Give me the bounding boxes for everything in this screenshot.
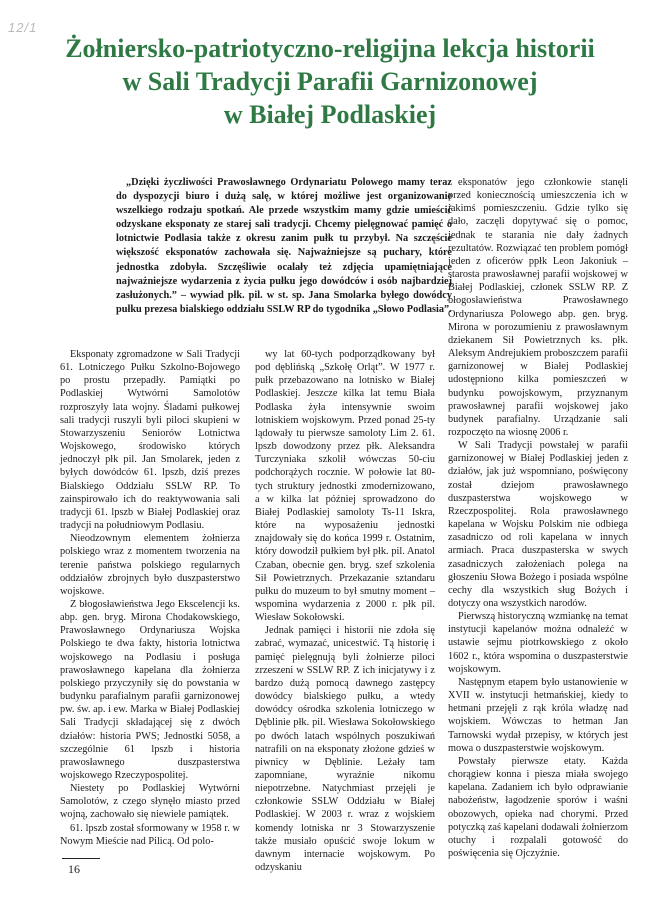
paragraph: Z błogosławieństwa Jego Ekscelencji ks. abp. gen. bryg. Mirona Chodakowskiego, Prawosławnego Ordynariusza Wojska Polskiego te dwa fakty, historia lotnictwa wojskowego na Podlasiu i posługa prawosławnego kapelana dla żołnierza polskiego przyczyniły się do powstania w budynku parafialnym parafii garnizonowej pw. św. ap. i ew. Marka w Białej Podlaskiej Sali Tradycji składającej się z dwóch działów: historia PWS; Jednostki 5058, a szczególnie 61 lpszb i historia prawosławnego duszpasterstwa wojskowego Rzeczypospolitej. [60, 598, 240, 781]
paragraph: Powstały pierwsze etaty. Każda chorągiew konna i piesza miała swojego kapelana. Zadaniem ich było odprawianie nabożeństw, łagodzenie sporów i waśni obozowych, opieka nad chorymi. Przed potyczką zaś kapelani dodawali żołnierzom otuchy i rozpalali gotowość do poświęcenia się Ojczyźnie. [448, 755, 628, 859]
text-column-3 [448, 176, 628, 860]
footer-rule [62, 858, 100, 859]
title-line-2: w Sali Tradycji Parafii Garnizonowej [122, 67, 538, 96]
text-column-2 [255, 348, 435, 874]
paragraph: Jednak pamięci i historii nie zdoła się zabrać, wymazać, unicestwić. Tą historię i pamięć pielęgnują byli żołnierze piloci zrzeszeni w SSLW RP. Z ich inicjatywy i z bardzo dużą pomocą dawnego zastępcy dowódcy bialskiego pułku, a wtedy dowódcy ośrodka szkolenia lotniczego w Dęblinie płk. pil. Wiesława Sokołowskiego po dwóch latach wspólnych poszukiwań natrafili on na eksponaty złożone gdzieś w piwnicy w Dęblinie. Leżały tam zapomniane, wyraźnie nikomu niepotrzebne. Natychmiast przejęli je członkowie SSLW Oddziału w Białej Podlaskiej. W 2003 r. wraz z wojskiem komendy lotniska nr 3 Stowarzyszenie także musiało opuścić swoje lokum w dawnym internacie wojskowym. Po odzyskaniu [255, 625, 435, 874]
paragraph: 61. lpszb został sformowany w 1958 r. w Nowym Mieście nad Pilicą. Od polo- [60, 822, 240, 847]
paragraph: eksponatów jego członkowie stanęli przed koniecznością umieszczenia ich w jakimś pomieszczeniu. Gdzie tylko się dało, zaczęli dopytywać się o pomoc, jednak te starania nie dały żadnych rezultatów. Rozwiązać ten problem pomógł jeden z oficerów ppłk Leon Jakoniuk – starosta prawosławnej parafii wojskowej w Białej Podlaskiej, członek SSLW RP. Z błogosławieństwa Prawosławnego Ordynariusza Polowego abp. gen. bryg. Mirona w porozumieniu z prawosławnym dziekanem Sił Powietrznych ks. płk. Aleksym Andrejukiem proboszczem parafii garnizonowej w Białej Podlaskiej udostępniono kilka pomieszczeń w budynku powojskowym, przyznanym prawosławnej parafii wojskowej jako budynek parafialny. Urządzanie sali rozpoczęto na wiosnę 2006 r. [448, 177, 628, 438]
title-line-3: w Białej Podlaskiej [223, 100, 437, 129]
paragraph: Nieodzownym elementem żołnierza polskiego wraz z momentem tworzenia na terenie państwa polskiego regularnych oddziałów zbrojnych było duszpasterstwo wojskowe. [60, 533, 240, 597]
handwritten-margin-note: 12/1 [8, 20, 38, 35]
paragraph: Pierwszą historyczną wzmiankę na temat instytucji kapelanów można odnaleźć w ustawie sejmu piotrkowskiego z około 1602 r., która wspomina o duszpasterstwie wojskowym. [448, 611, 628, 675]
article-title [30, 32, 630, 131]
paragraph: Niestety po Podlaskiej Wytwórni Samolotów, z czego słynęło miasto przed wojną, zachowało się niewiele pamiątek. [60, 783, 240, 821]
title-line-1: Żołniersko-patriotyczno-religijna lekcja historii [65, 34, 595, 63]
page-number: 16 [68, 862, 80, 876]
text-column-1 [60, 348, 240, 848]
paragraph: Następnym etapem było ustanowienie w XVII w. instytucji hetmańskiej, kiedy to hetmani przejęli z rąk króla władzę nad wojskiem. Wówczas to hetman Jan Tarnowski wydał przepisy, w których jest mowa o duszpasterstwie wojskowym. [448, 676, 628, 754]
paragraph: W Sali Tradycji powstałej w parafii garnizonowej w Białej Podlaskiej jeden z działów, jak już wspomniano, poświęcony został dziejom prawosławnego duszpasterstwa wojskowego w Rzeczpospolitej. Rola prawosławnego kapelana w Wojsku Polskim nie odbiega zasadniczo od roli kapelana w innych armiach. Praca duszpasterska w swych zasadniczych założeniach polega na głoszeniu Słowa Bożego i posiada wspólne cechy dla wszystkich sług Bożych i dotyczy ona wszystkich narodów. [448, 440, 628, 609]
paragraph: Eksponaty zgromadzone w Sali Tradycji 61. Lotniczego Pułku Szkolno-Bojowego po prostu przepadły. Pamiątki po Podlaskiej Wytwórni Samolotów rozproszyły lata wojny. Śladami pułkowej sali tradycji ruszyli byli piloci skupieni w Stowarzyszeniu Seniorów Lotnictwa Wojskowego, środowisko których jednoczył płk pil. Jan Smolarek, jeden z byłych dowódców 61. lpszb, dziś prezes Bialskiego Oddziału SSLW RP. To zainspirowało ich do reaktywowania sali tradycji 61. lpszb w Białej Podlaskiej oraz tradycji na południowym Podlasiu. [60, 349, 240, 532]
paragraph: wy lat 60-tych podporządkowany był pod dęblińską „Szkołę Orląt”. W 1977 r. pułk przebazowano na lotnisko w Białej Podlaskiej. Jeszcze kilka lat temu Biała Podlaska żyła intensywnie swoim lotniskiem wojskowym. Przed ponad 25-ty lądowały tu pierwsze samoloty Lim 2. 61. lpszb dowodzony przez płk. Aleksandra Turczyniaka szkolił wówczas 50-ciu podchorążych rocznie. W połowie lat 80-tych struktury jednostki zmodernizowano, a w kilka lat później sprowadzono do Białej Podlaskiej samoloty Ts-11 Iskra, które na wyposażeniu jednostki znajdowały się do końca 1999 r. Ostatnim, który dowodził pułkiem był płk. pil. Anatol Czaban, obecnie gen. bryg. szef szkolenia Sił Powietrznych. Przekazanie sztandaru pułku do muzeum to był smutny moment – wspomina wydarzenia z 2000 r. płk pil. Wiesław Sokołowski. [255, 349, 435, 624]
lead-paragraph: „Dzięki życzliwości Prawosławnego Ordynariatu Polowego mamy teraz do dyspozycji biuro i dużą salę, w której możliwe jest organizowanie wszelkiego rodzaju spotkań. Ale przede wszystkim mamy gdzie umieścić odzyskane eksponaty ze starej sali tradycji. Chcemy pielęgnować pamięć o lotnictwie Podlasia także z okresu zanim pułk tu przybył. Na szczęście większość eksponatów zachowała się. Najważniejsze są puchary, które jednostka zdobyła. Szczęśliwie ocalały też zdjęcia upamiętniające najważniejsze wydarzenia z życia pułku jego dowódców i osób najbardziej zasłużonych.” – wywiad płk. pil. w st. sp. Jana Smolarka byłego dowódcy pułku prezesa bialskiego oddziału SSLW RP do tygodnika „Słowo Podlasia”. [116, 177, 452, 315]
